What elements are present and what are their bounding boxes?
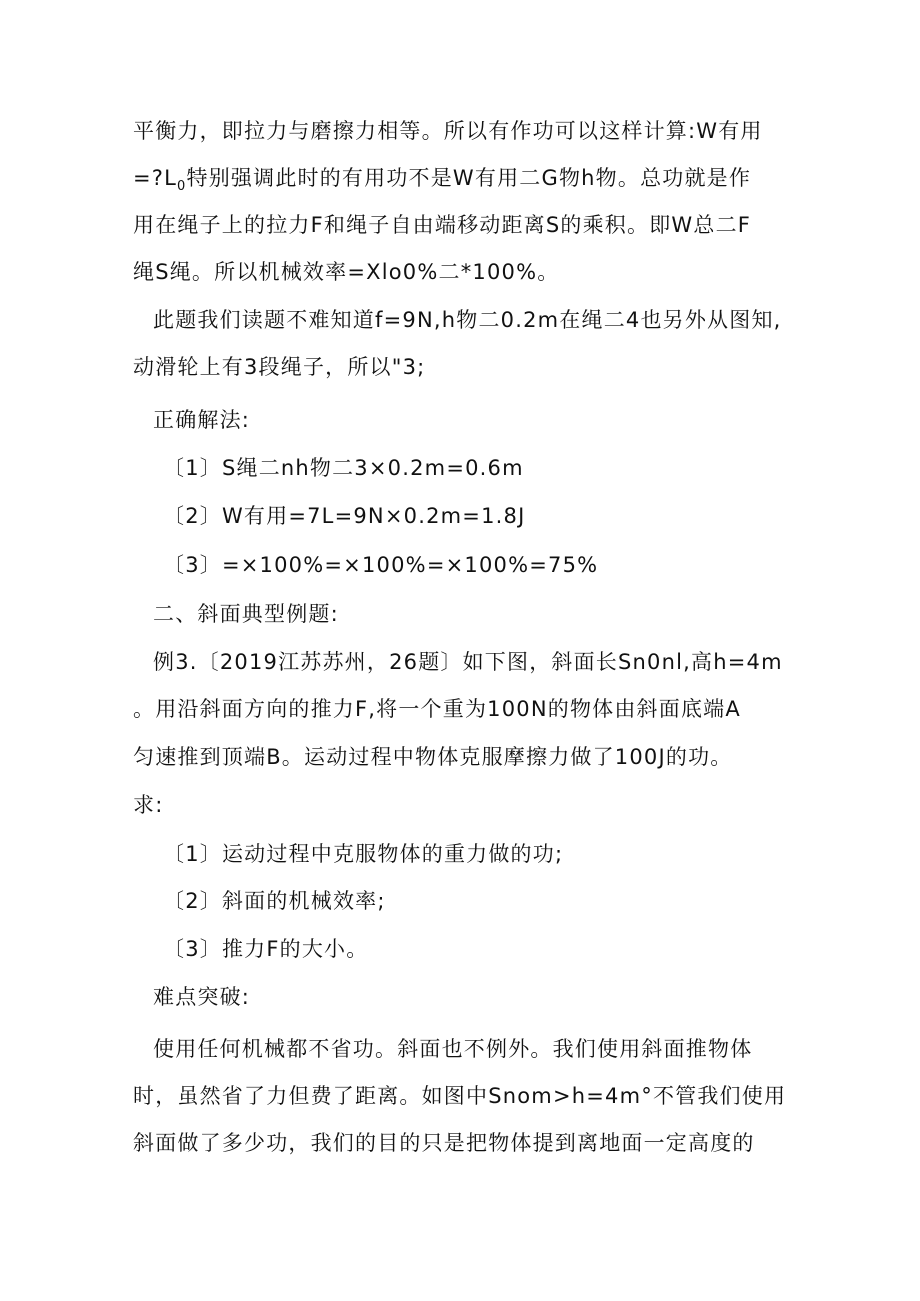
text-line: 〔3〕=×100%=×100%=×100%=75% (163, 553, 599, 577)
text-line: 〔2〕斜面的机械效率; (163, 889, 386, 913)
text-line: 求: (133, 793, 164, 817)
text-line: 〔2〕W有用=7L=9N×0.2m=1.8J (163, 504, 526, 528)
text-line: 平衡力，即拉力与磨擦力相等。所以有作功可以这样计算:W有用 (133, 119, 763, 143)
text-line: 使用任何机械都不省功。斜面也不例外。我们使用斜面推物体 (153, 1037, 753, 1061)
text-line: 匀速推到顶端B。运动过程中物体克服摩擦力做了100J的功。 (133, 745, 733, 769)
text-line: 〔1〕运动过程中克服物体的重力做的功; (163, 842, 564, 866)
text-line: 例3.〔2019江苏苏州，26题〕如下图，斜面长Sn0nl,高h=4m (153, 650, 783, 674)
text-line: 此题我们读题不难知道f=9N,h物二0.2m在绳二4也另外从图知, (153, 308, 782, 332)
text-line: 用在绳子上的拉力F和绳子自由端移动距离S的乘积。即W总二F (133, 213, 752, 237)
text-fragment: 特别强调此时的有用功不是W有用二G物h物。总功就是作 (186, 166, 752, 190)
subscript-zero: 0 (177, 179, 187, 194)
text-line (133, 164, 751, 201)
text-line: 斜面做了多少功，我们的目的只是把物体提到离地面一定高度的 (133, 1131, 755, 1155)
text-line: 时，虽然省了力但费了距离。如图中Snom>h=4m°不管我们使用 (133, 1084, 787, 1108)
text-line: 〔1〕S绳二nh物二3×0.2m=0.6m (163, 456, 524, 480)
text-line: 动滑轮上有3段绳子，所以"3; (133, 355, 426, 379)
text-line: 正确解法: (153, 408, 251, 432)
text-line: 难点突破: (153, 985, 251, 1009)
text-fragment: =?L (133, 166, 178, 190)
text-line: 绳S绳。所以机械效率=Xlo0%二*100%。 (133, 260, 560, 284)
text-line: 〔3〕推力F的大小。 (163, 937, 369, 961)
text-line: 。用沿斜面方向的推力F,将一个重为100N的物体由斜面底端A (133, 697, 741, 721)
section-heading: 二、斜面典型例题: (153, 602, 339, 626)
